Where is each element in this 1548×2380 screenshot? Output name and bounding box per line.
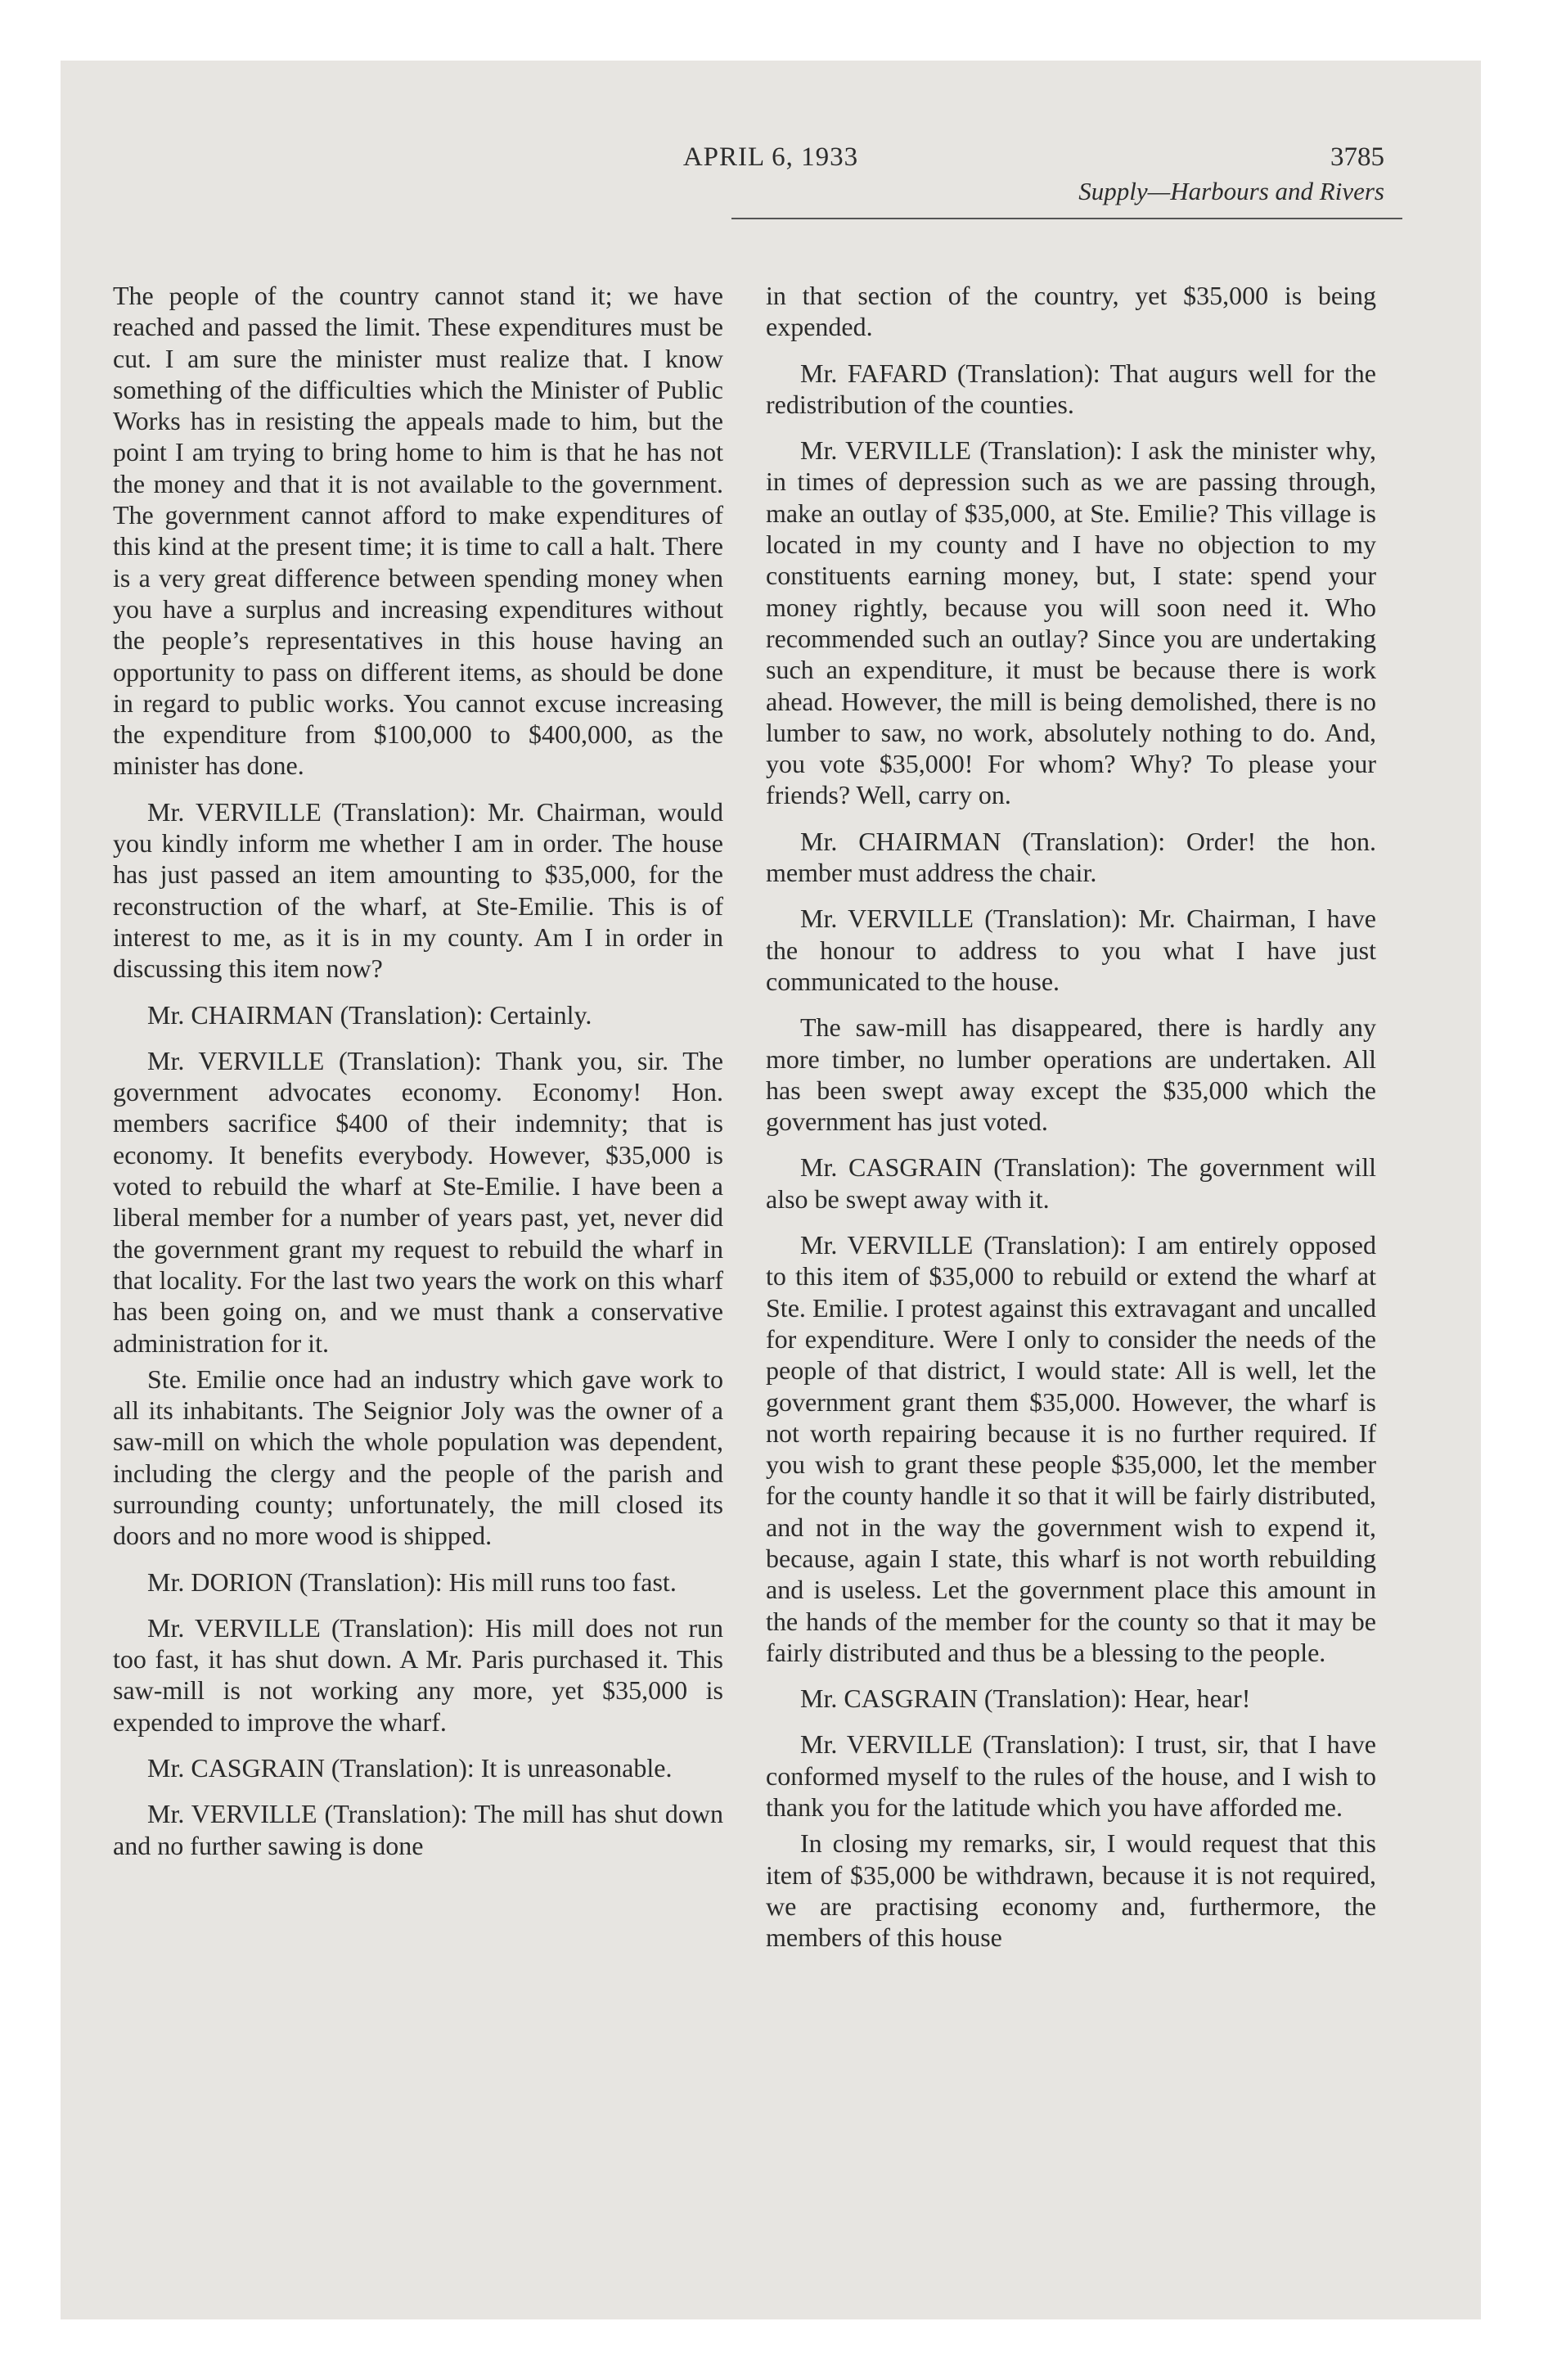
header-subject: Supply—Harbours and Rivers [1078,177,1384,205]
page-number: 3785 [1330,142,1384,172]
paragraph: Mr. DORION (Translation): His mill runs too fast. [147,1566,677,1597]
paragraph: The saw-mill has disappeared, there is hardly any more timber, no lumber operations are undertaken. All has been swept away except the $35,000 which the government has just voted. [766,1012,1376,1137]
paragraph: in that section of the country, yet $35,000 is being expended. [766,281,1376,342]
paragraph: Mr. FAFARD (Translation): That augurs well for the redistribution of the counties. [766,358,1376,419]
paragraph: Mr. VERVILLE (Translation): I am entirely opposed to this item of $35,000 to rebuild or extend the wharf at Ste. Emilie. I protest against this extravagant and uncalled for expenditure. Were I only to consider the needs of the people of that district, I would state: All is well, let the government grant them $35,000. However, the wharf is not worth repairing because it is no further required. If you wish to grant these people $35,000, let the member for the county handle it so that it will be fairly distributed, and not in the way the government wish to expend it, because, again I state, this wharf is not worth rebuilding and is useless. Let the government place this amount in the hands of the member for the county so that it may be fairly distributed and thus be a blessing to the people. [766,1230,1376,1667]
paragraph: Mr. CHAIRMAN (Translation): Certainly. [147,999,592,1030]
paragraph: Mr. VERVILLE (Translation): I trust, sir, that I have conformed myself to the rules of the house, and I wish to thank you for the latitude which you have afforded me. [766,1729,1376,1823]
paragraph: Ste. Emilie once had an industry which gave work to all its inhabitants. The Seignior Joly was the owner of a saw-mill on which the whole population was dependent, including the clergy and the people of the parish and surrounding county; unfortunately, the mill closed its doors and no more wood is shipped. [113,1364,723,1551]
paragraph: Mr. CASGRAIN (Translation): It is unreasonable. [147,1753,673,1783]
paragraph: Mr. CHAIRMAN (Translation): Order! the hon. member must address the chair. [766,826,1376,888]
paragraph: Mr. VERVILLE (Translation): The mill has shut down and no further sawing is done [113,1799,723,1860]
paragraph: Mr. VERVILLE (Translation): Mr. Chairman, would you kindly inform me whether I am in order. The house has just passed an item amounting to $35,000, for the reconstruction of the wharf, at Ste-Emilie. This is of interest to me, as it is in my county. Am I in order in discussing this item now? [113,796,723,984]
header-date: APRIL 6, 1933 [682,142,859,172]
right-column [766,280,1376,1968]
paragraph: Mr. VERVILLE (Translation): I ask the minister why, in times of depression such as we are passing through, make an outlay of $35,000, at Ste. Emilie? This village is located in my county and I have no objection to my constituents earning money, but, I state: spend your money rightly, because you will soon need it. Who recommended such an outlay? Since you are undertaking such an expenditure, it must be because there is work ahead. However, the mill is being demolished, there is no lumber to saw, no work, absolutely nothing to do. And, you vote $35,000! For whom? Why? To please your friends? Well, carry on. [766,435,1376,810]
paragraph: The people of the country cannot stand it; we have reached and passed the limit. These expenditures must be cut. I am sure the minister must realize that. I know something of the difficulties which the Minister of Public Works has in resisting the appeals made to him, but the point I am trying to bring home to him is that he has not the money and that it is not available to the government. The government cannot afford to make expenditures of this kind at the present time; it is time to call a halt. There is a very great difference between spending money when you have a surplus and increasing expenditures without the people’s representatives in this house having an opportunity to pass on different items, as should be done in regard to public works. You cannot excuse increasing the expenditure from $100,000 to $400,000, as the minister has done. [113,281,723,781]
paragraph: In closing my remarks, sir, I would request that this item of $35,000 be withdrawn, because it is not required, we are practising economy and, furthermore, the members of this house [766,1828,1376,1953]
paragraph: Mr. CASGRAIN (Translation): The government will also be swept away with it. [766,1152,1376,1214]
paragraph: Mr. VERVILLE (Translation): His mill does not run too fast, it has shut down. A Mr. Paris purchased it. This saw-mill is not working any more, yet $35,000 is expended to improve the wharf. [113,1612,723,1737]
paragraph: Mr. CASGRAIN (Translation): Hear, hear! [800,1684,1251,1714]
header-rule [731,218,1402,219]
scanned-page [61,61,1481,2319]
left-column [113,280,723,1876]
running-header [61,139,1481,246]
paragraph: Mr. VERVILLE (Translation): Thank you, sir. The government advocates economy. Economy! Hon. members sacrifice $400 of their indemnity; that is economy. It benefits everybody. However, $35,000 is voted to rebuild the wharf at Ste-Emilie. I have been a liberal member for a number of years past, yet, never did the government grant my request to rebuild the wharf in that locality. For the last two years the work on this wharf has been going on, and we must thank a conservative administration for it. [113,1045,723,1358]
paragraph: Mr. VERVILLE (Translation): Mr. Chairman, I have the honour to address to you what I have just communicated to the house. [766,904,1376,996]
